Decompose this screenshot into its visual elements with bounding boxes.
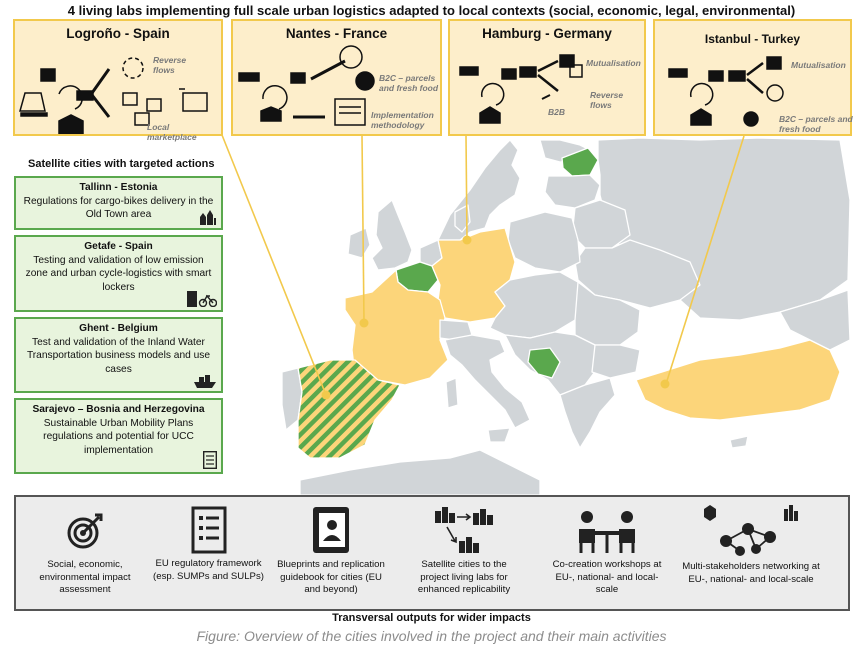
- note-reverse-flows: Reverse flows: [590, 90, 624, 110]
- living-lab-istanbul: [653, 19, 852, 136]
- output-label: EU regulatory framework (esp. SUMPs and SULPs): [153, 558, 264, 582]
- output-item: [676, 497, 826, 586]
- living-lab-title: Logroño - Spain: [66, 26, 170, 41]
- satellite-name: Getafe - Spain: [84, 241, 153, 252]
- output-label: Multi-stakeholders networking at EU-, national- and local-scale: [682, 561, 820, 585]
- note-reverse-flows: Reverse flows: [153, 55, 187, 75]
- output-item: [271, 497, 391, 597]
- note-b2c-parcels: B2C – parcels and fresh food: [779, 114, 853, 134]
- living-lab-title: Nantes - France: [285, 26, 388, 41]
- network-icon: [696, 503, 806, 559]
- note-b2c-parcels: B2C – parcels and fresh food: [379, 73, 439, 93]
- living-lab-title: Istanbul - Turkey: [704, 32, 801, 46]
- locker-bike-icon: [187, 291, 217, 307]
- output-label: Blueprints and replication guidebook for cities (EU and beyond): [277, 559, 385, 595]
- satellite-name: Tallinn - Estonia: [79, 182, 158, 193]
- output-item: [26, 497, 144, 597]
- city-dot-hamburg: [463, 236, 472, 245]
- logistics-flow-icon: [450, 21, 644, 134]
- living-lab-nantes: [231, 19, 442, 136]
- outputs-footer: Transversal outputs for wider impacts: [332, 612, 531, 624]
- note-b2b: B2B: [548, 107, 566, 117]
- note-mutualisation: Mutualisation: [586, 58, 641, 68]
- satellite-description: Test and validation of the Inland Water Transportation business models and use cases: [26, 336, 211, 375]
- regulation-list-icon: [191, 506, 227, 554]
- satellite-card-ghent: [14, 317, 223, 393]
- note-local-marketplace: Local marketplace: [147, 122, 197, 142]
- old-town-icon: [199, 209, 217, 225]
- city-dot-istanbul: [661, 380, 670, 389]
- satellite-card-getafe: [14, 235, 223, 312]
- target-icon: [63, 509, 107, 553]
- living-lab-hamburg: [448, 19, 646, 136]
- output-label: Co-creation workshops at EU-, national- and local-scale: [552, 559, 662, 595]
- workshop-icon: [577, 507, 637, 555]
- output-item: [547, 497, 667, 597]
- satellite-card-sarajevo: [14, 398, 223, 474]
- guidebook-icon: [311, 505, 351, 555]
- output-item: [151, 497, 266, 583]
- figure-caption: Figure: Overview of the cities involved in the project and their main activities: [196, 628, 667, 644]
- note-implementation-methodology: Implementation methodology: [371, 110, 434, 130]
- satellite-card-tallinn: [14, 176, 223, 230]
- output-label: Satellite cities to the project living labs for enhanced replicability: [417, 559, 511, 595]
- satellite-name: Ghent - Belgium: [79, 323, 158, 334]
- logistics-flow-icon: [15, 21, 221, 134]
- satellite-description: Testing and validation of low emission zone and urban cycle-logistics with smart lockers: [25, 254, 212, 293]
- satellite-name: Sarajevo – Bosnia and Herzegovina: [32, 404, 205, 415]
- output-label: Social, economic, environmental impact assessment: [39, 559, 131, 595]
- note-mutualisation: Mutualisation: [791, 60, 846, 70]
- city-dot-logrono: [322, 391, 331, 400]
- satellite-description: Sustainable Urban Mobility Plans regulations and potential for UCC implementation: [43, 417, 194, 456]
- living-lab-title: Hamburg - Germany: [482, 26, 612, 41]
- main-title: 4 living labs implementing full scale urban logistics adapted to local contexts (social, economic, legal, environmental): [67, 3, 796, 18]
- city-dot-nantes: [360, 319, 369, 328]
- satellite-heading: Satellite cities with targeted actions: [28, 158, 215, 170]
- ship-icon: [193, 374, 217, 388]
- satellite-description: Regulations for cargo-bikes delivery in the Old Town area: [23, 195, 214, 220]
- living-lab-logrono: [13, 19, 223, 142]
- checklist-icon: [203, 451, 217, 469]
- output-item: [409, 497, 519, 597]
- outputs-panel: [14, 495, 850, 611]
- city-replication-icon: [433, 503, 495, 557]
